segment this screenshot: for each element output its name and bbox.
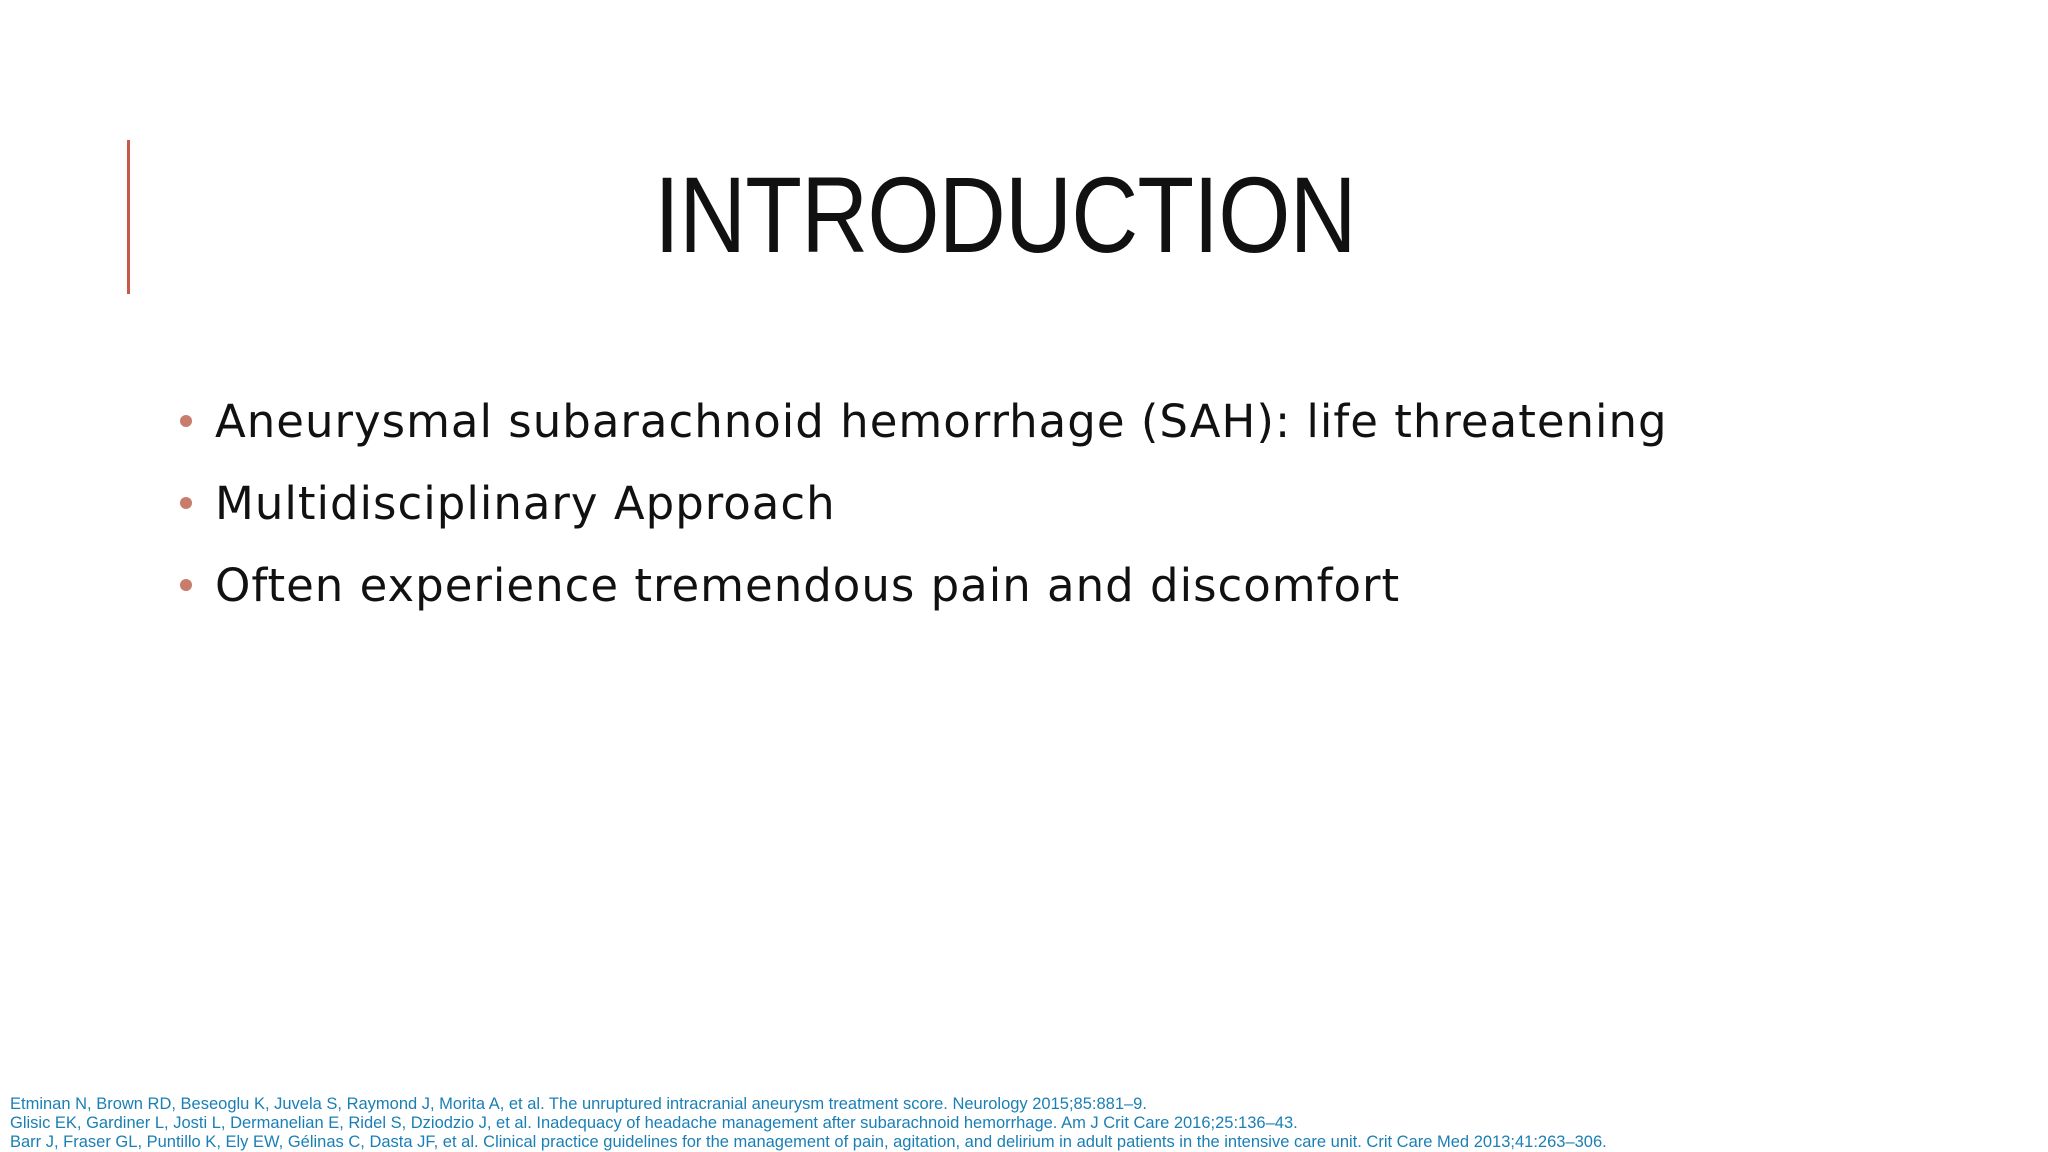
reference-line: Barr J, Fraser GL, Puntillo K, Ely EW, Gélinas C, Dasta JF, et al. Clinical practice guidelines for the management of pain, agitation, and delirium in adult patients in the intensive care unit. Crit Care Med 2013;41:263–306. — [10, 1133, 1607, 1151]
bullet-list — [180, 380, 2000, 626]
reference-line: Etminan N, Brown RD, Beseoglu K, Juvela S, Raymond J, Morita A, et al. The unruptured intracranial aneurysm treatment score. Neurology 2015;85:881–9. — [10, 1095, 1147, 1113]
bullet-item — [180, 462, 2000, 544]
title-accent-bar — [127, 140, 130, 294]
bullet-text: Often experience tremendous pain and discomfort — [215, 558, 1401, 612]
bullet-dot-icon — [180, 579, 192, 591]
bullet-dot-icon — [180, 415, 192, 427]
reference-line: Glisic EK, Gardiner L, Josti L, Dermanelian E, Ridel S, Dziodzio J, et al. Inadequacy of headache management after subarachnoid hemorrhage. Am J Crit Care 2016;25:136–43. — [10, 1114, 1298, 1132]
bullet-item — [180, 544, 2000, 626]
bullet-item — [180, 380, 2000, 462]
bullet-text: Aneurysmal subarachnoid hemorrhage (SAH): life threatening — [215, 394, 1668, 448]
bullet-text: Multidisciplinary Approach — [215, 476, 836, 530]
slide-title: INTRODUCTION — [654, 154, 1356, 275]
references — [10, 1095, 2040, 1152]
bullet-dot-icon — [180, 497, 192, 509]
